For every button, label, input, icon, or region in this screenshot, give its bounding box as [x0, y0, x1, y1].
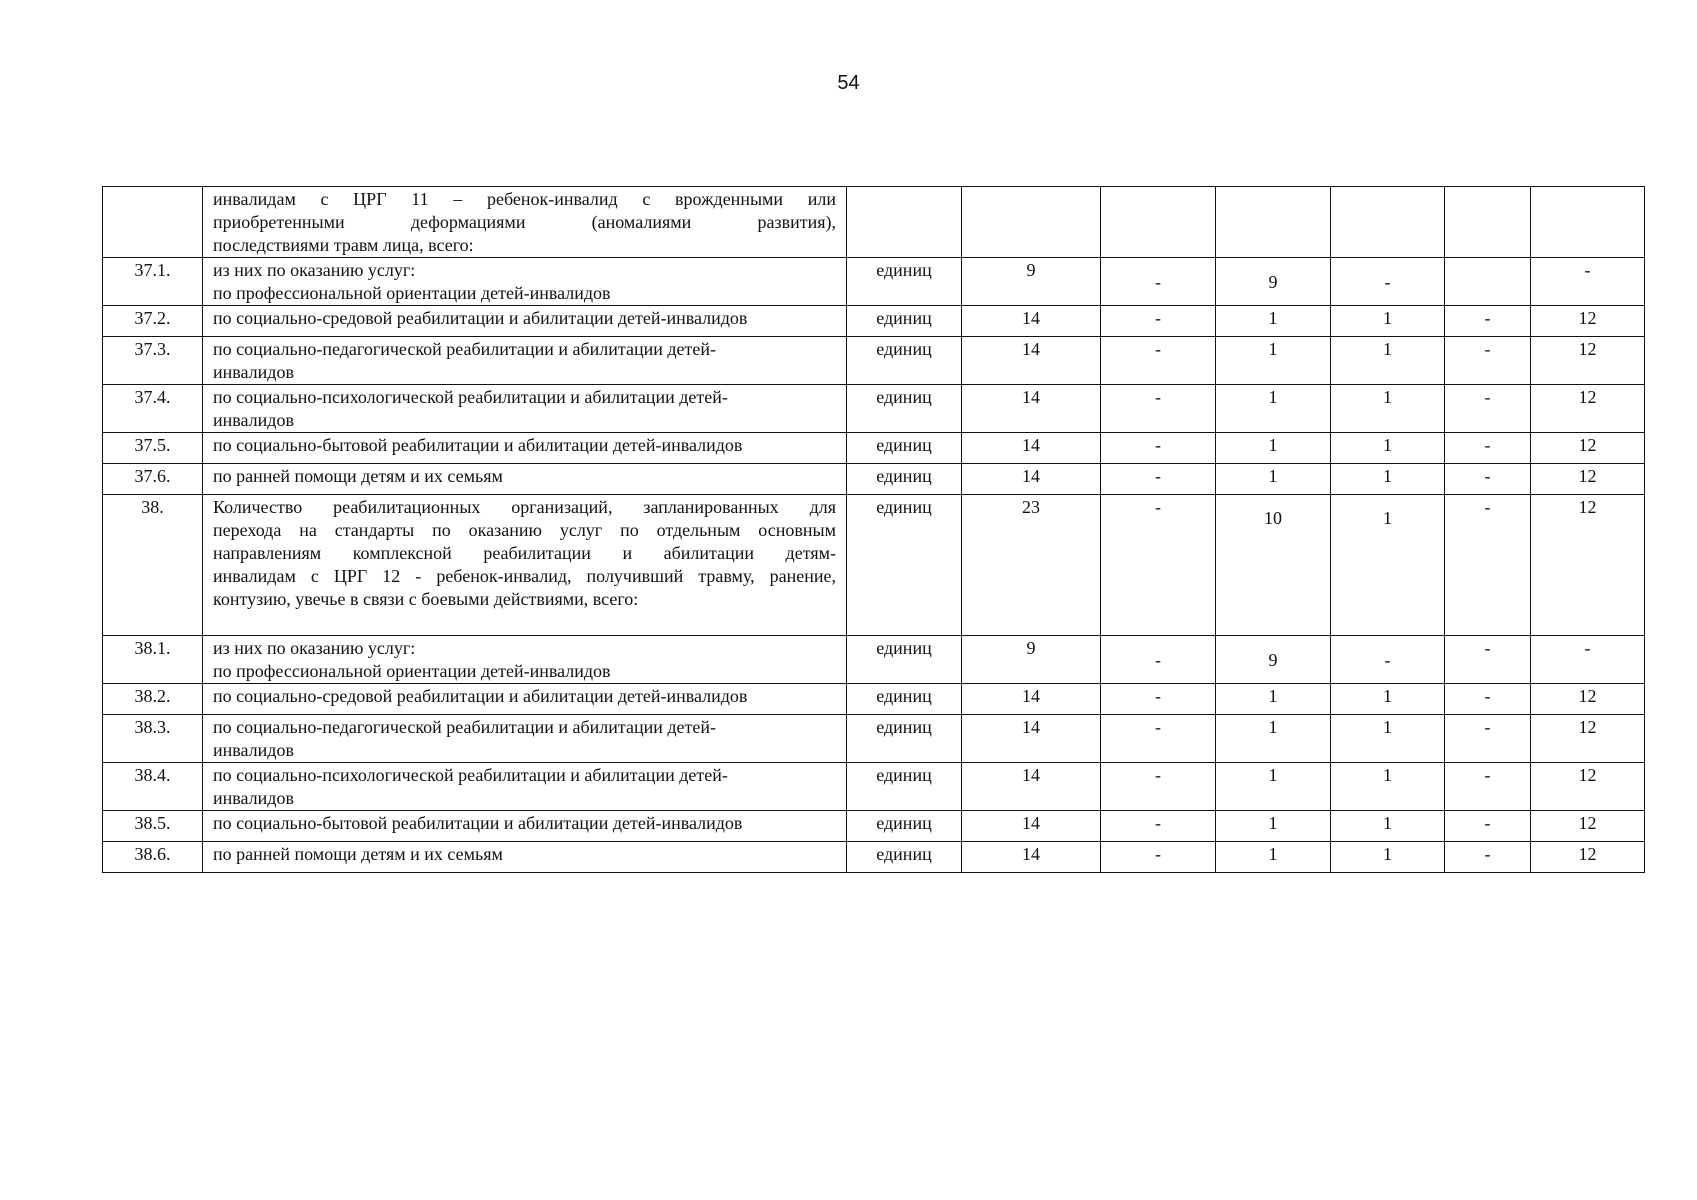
row-value-cell [1445, 187, 1531, 258]
row-description-line: по социально-психологической реабилитации и абилитации детей- [213, 387, 728, 407]
row-description-cell [203, 636, 847, 684]
row-value-cell: 1 [1216, 385, 1331, 433]
row-value-cell: 14 [962, 763, 1101, 811]
row-value-cell: 9 [962, 258, 1101, 306]
row-unit-cell: единиц [847, 842, 962, 873]
row-number-cell: 38.6. [103, 842, 203, 873]
row-number-cell: 38.5. [103, 811, 203, 842]
row-description-cell [203, 433, 847, 464]
table-row [103, 715, 1645, 763]
table-row [103, 763, 1645, 811]
row-value-cell: - [1445, 715, 1531, 763]
row-description-line: инвалидов [213, 410, 294, 430]
row-description-cell [203, 464, 847, 495]
row-value-cell: 1 [1331, 385, 1445, 433]
row-unit-cell: единиц [847, 337, 962, 385]
table-row [103, 495, 1645, 636]
row-value-cell: - [1101, 636, 1216, 684]
row-description-cell [203, 258, 847, 306]
row-value-cell: - [1445, 811, 1531, 842]
page-number: 54 [837, 72, 860, 94]
row-value-cell: 1 [1216, 715, 1331, 763]
row-value-cell [1531, 187, 1645, 258]
row-value-cell: 1 [1216, 842, 1331, 873]
row-number-cell: 37.6. [103, 464, 203, 495]
row-description-line: приобретенными деформациями (аномалиями развития), [213, 212, 836, 232]
row-value-cell: 12 [1531, 763, 1645, 811]
row-description-line: перехода на стандарты по оказанию услуг по отдельным основным [213, 520, 836, 540]
row-unit-cell: единиц [847, 385, 962, 433]
row-value-cell: 14 [962, 684, 1101, 715]
row-description-line: из них по оказанию услуг: [213, 260, 416, 280]
row-value-cell: 1 [1331, 337, 1445, 385]
row-unit-cell: единиц [847, 811, 962, 842]
row-value-cell: - [1101, 715, 1216, 763]
row-value-cell: - [1445, 636, 1531, 684]
row-description-cell [203, 763, 847, 811]
row-description-line: инвалидов [213, 362, 294, 382]
row-value-cell: 10 [1216, 495, 1331, 636]
row-value-cell: - [1445, 763, 1531, 811]
row-value-cell: - [1445, 337, 1531, 385]
row-description-line: Количество реабилитационных организаций, запланированных для [213, 497, 836, 517]
row-value-cell: 12 [1531, 306, 1645, 337]
row-value-cell: - [1101, 306, 1216, 337]
table-row [103, 464, 1645, 495]
row-unit-cell [847, 187, 962, 258]
row-description-line: по социально-педагогической реабилитации и абилитации детей- [213, 339, 716, 359]
row-value-cell: - [1531, 258, 1645, 306]
row-value-cell: 14 [962, 715, 1101, 763]
row-value-cell: 12 [1531, 385, 1645, 433]
row-description-line: по социально-психологической реабилитации и абилитации детей- [213, 765, 728, 785]
row-description-line: по социально-средовой реабилитации и абилитации детей-инвалидов [213, 308, 748, 328]
table-row [103, 337, 1645, 385]
row-value-cell: - [1445, 306, 1531, 337]
row-number-cell: 38.1. [103, 636, 203, 684]
row-value-cell: 1 [1331, 684, 1445, 715]
table-row [103, 842, 1645, 873]
data-table [102, 186, 1645, 873]
row-value-cell: 9 [1216, 258, 1331, 306]
row-value-cell: 12 [1531, 433, 1645, 464]
row-value-cell: 1 [1331, 464, 1445, 495]
row-number-cell: 38.4. [103, 763, 203, 811]
row-description-line: инвалидам с ЦРГ 12 - ребенок-инвалид, получивший травму, ранение, [213, 566, 836, 586]
row-number-cell: 37.4. [103, 385, 203, 433]
row-number-cell: 37.3. [103, 337, 203, 385]
row-value-cell: - [1101, 337, 1216, 385]
row-description-line: инвалидов [213, 740, 294, 760]
table-row [103, 258, 1645, 306]
row-description-line: по профессиональной ориентации детей-инвалидов [213, 661, 611, 681]
table-body [103, 187, 1645, 873]
row-value-cell: - [1101, 433, 1216, 464]
row-value-cell: 1 [1216, 763, 1331, 811]
row-description-cell [203, 306, 847, 337]
row-value-cell: 14 [962, 385, 1101, 433]
row-number-cell: 37.1. [103, 258, 203, 306]
row-value-cell: - [1445, 385, 1531, 433]
row-value-cell: 12 [1531, 337, 1645, 385]
row-value-cell: 14 [962, 433, 1101, 464]
row-description-cell [203, 187, 847, 258]
table-row [103, 385, 1645, 433]
row-unit-cell: единиц [847, 433, 962, 464]
row-value-cell [1101, 187, 1216, 258]
row-unit-cell: единиц [847, 715, 962, 763]
row-description-line: инвалидам с ЦРГ 11 – ребенок-инвалид с врожденными или [213, 189, 836, 209]
row-value-cell: 1 [1216, 464, 1331, 495]
row-unit-cell: единиц [847, 684, 962, 715]
row-unit-cell: единиц [847, 258, 962, 306]
row-description-line: по профессиональной ориентации детей-инвалидов [213, 283, 611, 303]
row-description-line: последствиями травм лица, всего: [213, 235, 474, 255]
row-value-cell: - [1445, 495, 1531, 636]
row-value-cell: 14 [962, 842, 1101, 873]
row-description-cell [203, 842, 847, 873]
row-number-cell: 37.5. [103, 433, 203, 464]
row-value-cell: 12 [1531, 811, 1645, 842]
row-unit-cell: единиц [847, 636, 962, 684]
row-value-cell: 14 [962, 811, 1101, 842]
row-description-line: по социально-педагогической реабилитации и абилитации детей- [213, 717, 716, 737]
row-value-cell: 12 [1531, 464, 1645, 495]
row-description-line: по социально-средовой реабилитации и абилитации детей-инвалидов [213, 686, 748, 706]
row-value-cell: 9 [962, 636, 1101, 684]
row-description-cell [203, 684, 847, 715]
row-number-cell: 38.3. [103, 715, 203, 763]
row-value-cell [1216, 187, 1331, 258]
table-row [103, 636, 1645, 684]
row-value-cell: 1 [1331, 715, 1445, 763]
row-value-cell: 23 [962, 495, 1101, 636]
row-value-cell: 1 [1331, 811, 1445, 842]
table-row [103, 433, 1645, 464]
row-value-cell: 1 [1216, 306, 1331, 337]
row-value-cell: 1 [1216, 433, 1331, 464]
table-row [103, 684, 1645, 715]
row-description-line: по ранней помощи детям и их семьям [213, 466, 503, 486]
row-description-line: инвалидов [213, 788, 294, 808]
row-value-cell: - [1101, 258, 1216, 306]
row-value-cell [1445, 258, 1531, 306]
row-description-cell [203, 385, 847, 433]
table-row [103, 811, 1645, 842]
row-value-cell: - [1331, 636, 1445, 684]
row-value-cell: 14 [962, 337, 1101, 385]
row-value-cell: - [1445, 433, 1531, 464]
row-value-cell: 1 [1331, 495, 1445, 636]
row-description-cell [203, 495, 847, 636]
row-value-cell: 12 [1531, 684, 1645, 715]
row-unit-cell: единиц [847, 495, 962, 636]
row-value-cell: - [1445, 464, 1531, 495]
row-value-cell: - [1101, 464, 1216, 495]
row-value-cell: - [1101, 385, 1216, 433]
row-number-cell: 38. [103, 495, 203, 636]
row-description-cell [203, 337, 847, 385]
row-description-cell [203, 811, 847, 842]
table-row [103, 306, 1645, 337]
row-value-cell: 14 [962, 306, 1101, 337]
row-value-cell: - [1331, 258, 1445, 306]
row-value-cell: - [1101, 495, 1216, 636]
row-value-cell: 1 [1331, 763, 1445, 811]
row-unit-cell: единиц [847, 306, 962, 337]
row-value-cell: - [1445, 684, 1531, 715]
row-value-cell: - [1101, 842, 1216, 873]
row-value-cell: 9 [1216, 636, 1331, 684]
row-number-cell: 37.2. [103, 306, 203, 337]
row-value-cell: - [1101, 763, 1216, 811]
row-value-cell: 14 [962, 464, 1101, 495]
row-value-cell: - [1101, 684, 1216, 715]
row-value-cell: 12 [1531, 842, 1645, 873]
row-value-cell [962, 187, 1101, 258]
row-value-cell: 1 [1331, 306, 1445, 337]
table-row-header-continuation [103, 187, 1645, 258]
row-description-line: из них по оказанию услуг: [213, 638, 416, 658]
row-value-cell: 12 [1531, 715, 1645, 763]
row-description-line: направлениям комплексной реабилитации и абилитации детям- [213, 543, 836, 563]
row-number-cell: 38.2. [103, 684, 203, 715]
row-unit-cell: единиц [847, 464, 962, 495]
row-number-cell [103, 187, 203, 258]
row-description-cell [203, 715, 847, 763]
row-value-cell: 1 [1216, 811, 1331, 842]
row-value-cell: 1 [1331, 433, 1445, 464]
row-unit-cell: единиц [847, 763, 962, 811]
row-value-cell: - [1445, 842, 1531, 873]
row-description-line: по социально-бытовой реабилитации и абилитации детей-инвалидов [213, 813, 743, 833]
row-value-cell: - [1531, 636, 1645, 684]
row-value-cell: 12 [1531, 495, 1645, 636]
row-value-cell [1331, 187, 1445, 258]
row-value-cell: 1 [1331, 842, 1445, 873]
row-value-cell: - [1101, 811, 1216, 842]
row-description-line: контузию, увечье в связи с боевыми действиями, всего: [213, 589, 639, 609]
row-description-line: по ранней помощи детям и их семьям [213, 844, 503, 864]
row-value-cell: 1 [1216, 337, 1331, 385]
row-value-cell: 1 [1216, 684, 1331, 715]
row-description-line: по социально-бытовой реабилитации и абилитации детей-инвалидов [213, 435, 743, 455]
